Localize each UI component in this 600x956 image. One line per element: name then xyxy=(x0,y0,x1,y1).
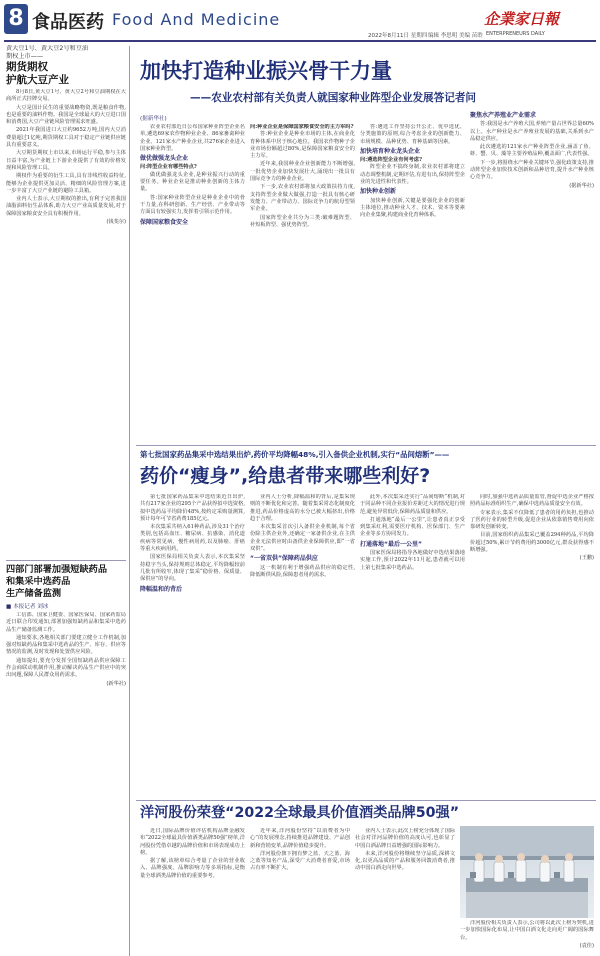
middle-paragraph: 业内人士分析,降幅温和的背后,是集采规则的不断优化和完善。随着集采常态化制度化推进,药品价格虚高的水分已被大幅挤出,价格趋于合理。 xyxy=(250,494,355,522)
bottom-paragraph: 未来,洋河股份将继续坚守品质,深耕文化,以更高品质的产品和服务回馈消费者,推动中国白酒走向世界。 xyxy=(355,850,455,872)
feature-paragraph: 答:种业企业是种业市场的主体,在商业化育种体系中居于核心地位。我国农作物种子企业市场份额超过80%,是保障国家粮食安全的主力军。 xyxy=(250,131,355,160)
bottom-paragraph: 近年来,洋河股份坚持“以消费者为中心”的发展理念,持续推进品牌建设、产品创新和营销变革,品牌价值稳步提升。 xyxy=(250,828,350,849)
middle-paragraph: 打通落地“最后一公里”,让患者真正享受到集采红利,需要医疗机构、医保部门、生产企业等多方协同发力。 xyxy=(360,516,465,538)
left-article-paragraph: 2021年我国进口大豆约9652万吨,国内大豆消费量超过1亿吨,期货期权工具对于稳定产业链供应链具有重要意义。 xyxy=(6,127,126,149)
feature-paragraph: 此次遴选的121家水产种业阵型企业,涵盖了鱼、虾、蟹、贝、藻等主要养殖品种,覆盖面广,代表性强。 xyxy=(470,144,594,158)
feature-paragraph: 国家阵型企业共分为三类:破难题阵型、补短板阵型、强优势阵型。 xyxy=(250,214,355,228)
feature-qa: 问:种业企业是保障国家粮食安全的主力军吗? xyxy=(250,124,354,130)
middle-kicker: 第七批国家药品集采中选结果出炉,药价平均降幅48%,引入备供企业机制,实行“品间熔断”—— xyxy=(140,450,450,459)
feature-subhead: 加快培育种业龙头企业 xyxy=(360,147,421,155)
middle-paragraph: 目前,国家组织药品集采已覆盖294种药品,平均降价超过50%,累计节约费用约3000亿元,群众获得感不断增强。 xyxy=(470,532,594,554)
bottom-col-2 xyxy=(250,828,350,952)
left-article-paragraph: 大豆期货期权上市以来,市场运行平稳,参与主体日益丰富,为产业链上下游企业提供了有效的价格发现和风险管理工具。 xyxy=(6,150,126,171)
middle-paragraph: 这一机制有利于增强药品供应的稳定性,降低断供风险,保障患者用药需求。 xyxy=(250,564,355,578)
lower-left-title-l2: 和集采中选药品 xyxy=(6,576,71,587)
lower-left-byline-top: ■ 本报记者 刘冰 xyxy=(6,604,49,610)
left-article-title-l1: 期货期权 xyxy=(6,61,48,73)
left-article-divider xyxy=(6,560,126,561)
newspaper-name-en: ENTERPRENEURS DAILY xyxy=(486,31,545,37)
feature-qa: 问:阵型企业有哪些特点? xyxy=(140,164,197,171)
middle-paragraph: 专家表示,集采不仅降低了患者的用药负担,也推动了医药行业的转型升级,促进企业从依靠销售费用向依靠研发创新转变。 xyxy=(470,509,594,531)
left-article-paragraph: 8月8日,黄大豆1号、黄大豆2号和豆油期权在大商所正式挂牌交易。 xyxy=(6,89,126,103)
bottom-photo xyxy=(460,826,594,918)
lower-left-title-l3: 生产储备监测 xyxy=(6,588,62,599)
lower-left-paragraph: 工信部、国家卫健委、国家医保局、国家药监局近日联合印发通知,部署加强短缺药品和集采中选药品生产储备监测工作。 xyxy=(6,612,126,633)
middle-paragraph: 国家医保局相关负责人表示,本次集采坚持稳字当头,保持规则总体稳定,平均降幅较前几批有所收窄,体现了集采“稳价格、保质量、保供应”的导向。 xyxy=(140,554,245,583)
feature-subhead: 做优做强龙头企业 xyxy=(140,155,189,163)
lower-left-paragraph: 通知提出,要充分发挥全国短缺药品供应保障工作会商联动机制作用,推动解决药品生产供应中的突出问题,保障人民群众用药需求。 xyxy=(6,657,126,679)
feature-subhead: 聚焦水产养殖业产业需求 xyxy=(470,112,537,119)
left-article-paragraph: 大豆是国计民生的重要战略物资,既是粮食作物,也是重要的油料作物。我国是全球最大的大豆进口国和消费国,大豆产业链风险管理需求旺盛。 xyxy=(6,104,126,126)
feature-col-1 xyxy=(140,124,245,440)
feature-qa: 问:遴选阵型企业有何考虑? xyxy=(360,157,423,164)
middle-paragraph: 国家医保局将指导各地做好中选结果落地实施工作,预计2022年11月起,患者就可以用上第七批集采中选药品。 xyxy=(360,550,465,571)
lower-left-body xyxy=(6,612,126,932)
feature-divider xyxy=(136,445,596,446)
left-article-paragraph: 期权作为重要的衍生工具,具有非线性收益特征,能够为企业提供更加灵活、精细的风险管理方案,进一步丰富了大豆产业链的避险工具箱。 xyxy=(6,173,126,194)
middle-subhead: 降幅温和的背后 xyxy=(140,585,183,593)
masthead-rule xyxy=(4,40,596,42)
middle-title: 药价“瘦身”,给患者带来哪些利好? xyxy=(140,465,431,487)
left-article-title-l2: 护航大豆产业 xyxy=(6,74,69,86)
feature-paragraph: 答:国家种业阵型企业是种业企业中的骨干力量,在科研创新、生产经营、产业带动等方面具有较强实力,发挥着引领示范作用。 xyxy=(140,194,245,216)
page-number: 8 xyxy=(8,6,24,31)
feature-subtitle: ——农业农村部有关负责人就国家种业阵型企业发展答记者问 xyxy=(190,92,477,104)
section-title-cn: 食品医药 xyxy=(32,12,104,33)
middle-col-4 xyxy=(470,494,594,794)
feature-paragraph: 近年来,我国种业企业创新能力不断增强,一批优势企业加快发展壮大,涌现出一批具有国际竞争力的种业企业。 xyxy=(250,161,355,183)
lower-left-paragraph: 通知要求,各地相关部门要建立健全工作机制,加强对短缺药品和集采中选药品的生产、库存、供应等情况的监测,及时发现和处置供应风险。 xyxy=(6,634,126,656)
feature-subhead: 保障国家粮食安全 xyxy=(140,218,189,226)
lower-left-article xyxy=(6,564,126,954)
middle-paragraph: 本次集采共纳入61种药品,涉及31个治疗类别,包括高血压、糖尿病、抗感染、消化道疾病等常见病、慢性病用药,以及肺癌、肝癌等重大疾病用药。 xyxy=(140,524,245,553)
middle-col-2 xyxy=(250,494,355,794)
masthead xyxy=(0,0,600,44)
left-article-body xyxy=(6,89,126,529)
bottom-paragraph: 洋河股份旗下拥有梦之蓝、天之蓝、海之蓝等知名产品,深受广大消费者喜爱,市场占有率不断扩大。 xyxy=(250,850,350,872)
lower-left-title-l1: 四部门部署加强短缺药品 xyxy=(6,564,108,575)
feature-byline-end: (据新华社) xyxy=(569,182,594,189)
bottom-title: 洋河股份荣登“2022全球最具价值酒类品牌50强” xyxy=(140,805,460,821)
feature-paragraph: 农业农村部近日公布国家种业阵型企业名单,遴选69家农作物种业企业、86家畜禽种业企业、121家水产种业企业,共276家企业进入国家种业阵型。 xyxy=(140,124,245,152)
bottom-col-4 xyxy=(460,920,594,954)
feature-paragraph: 答:我国是水产养殖大国,养殖产量占世界总量60%以上。水产种业是水产养殖业发展的基础,关系到水产品稳定供应。 xyxy=(470,121,594,142)
editor-line: 编辑 李思明 美编 苗聆 xyxy=(428,33,483,39)
feature-paragraph: 阵型企业不搞终身制,农业农村部将建立动态调整机制,定期评估,有进有出,保持阵型企业的先进性和代表性。 xyxy=(360,164,465,186)
feature-paragraph: 答:遴选工作坚持公开公正、优中选优、分类施策的原则,综合考虑企业的创新能力、市场规模、品种优势、育种基础等因素。 xyxy=(360,124,465,145)
middle-paragraph: 同时,加强中选药品质量监管,督促中选企业严格按照药品标准组织生产,确保中选药品质量安全有效。 xyxy=(470,494,594,508)
feature-col-4 xyxy=(470,110,594,440)
left-article-meta xyxy=(6,45,126,61)
middle-col-1 xyxy=(140,494,245,794)
bottom-paragraph: 近日,国际品牌价值评估机构品牌金融发布“2022全球最具价值酒类品牌50强”榜单,洋河股份凭借卓越的品牌价值和市场表现成功上榜。 xyxy=(140,828,245,856)
feature-paragraph: 加快种业创新,关键是要强化企业的创新主体地位,推动种业人才、技术、资本等要素向企业集聚,构建商业化育种体系。 xyxy=(360,197,465,219)
middle-paragraph: 此外,本次集采还实行“品间熔断”机制,对于同品种不同企业报价差距过大的情况进行规范,避免异常低价,保障药品质量和供应。 xyxy=(360,494,465,515)
bottom-col-3 xyxy=(355,828,455,952)
bottom-byline: (袁佳) xyxy=(579,942,594,949)
date-line: 2022年8月11日 星期四 xyxy=(368,33,428,39)
feature-col-3 xyxy=(360,124,465,440)
left-article-byline: (钱斐尔) xyxy=(106,219,126,226)
left-article xyxy=(6,45,126,557)
feature-paragraph: 下一步,将围绕水产种业关键环节,强化政策支持,推动阵型企业加快技术创新和品种培育,提升水产种业核心竞争力。 xyxy=(470,159,594,181)
feature-paragraph: 做优做强龙头企业,是种业振兴行动的重要任务。种业企业是推动种业创新的主体力量。 xyxy=(140,171,245,193)
newspaper-name: 企業家日報 xyxy=(484,10,560,28)
feature-title: 加快打造种业振兴骨干力量 xyxy=(140,59,392,83)
feature-byline: (据新华社) xyxy=(140,116,167,122)
middle-col-3 xyxy=(360,494,465,794)
left-article-paragraph: 业内人士表示,大豆期权的推出,有利于完善我国油脂油料衍生品体系,助力大豆产业高质量发展,对于保障国家粮食安全具有积极作用。 xyxy=(6,196,126,217)
left-article-meta-line1: 黄大豆1号、黄大豆2号和豆油 xyxy=(6,45,89,52)
left-article-meta-line2: 期权上市—— xyxy=(6,53,44,60)
feature-paragraph: 下一步,农业农村部将加大政策扶持力度,支持阵型企业做大做强,打造一批具有核心研发能力、产业带动力、国际竞争力的航母型领军企业。 xyxy=(250,184,355,213)
middle-subhead: “一省双供”保障药品供应 xyxy=(250,555,318,563)
middle-divider xyxy=(136,800,596,801)
bottom-paragraph: 业内人士表示,此次上榜充分体现了国际社会对洋河品牌价值的高度认可,也彰显了中国白酒品牌日益增强的国际影响力。 xyxy=(355,828,455,849)
section-title-en: Food And Medicine xyxy=(112,10,281,29)
lab-photo-icon xyxy=(460,826,594,918)
lower-left-byline: (新华社) xyxy=(106,680,126,687)
bottom-col-1 xyxy=(140,828,245,952)
middle-byline: (王鹏) xyxy=(579,555,594,562)
feature-col-2 xyxy=(250,124,355,440)
bottom-paragraph: 据了解,该榜单综合考量了企业的营业收入、品牌强度、品牌影响力等多项指标,是衡量全球酒类品牌价值的重要参考。 xyxy=(140,858,245,879)
middle-paragraph: 本次集采首次引入备供企业机制,每个省份除主供企业外,还确定一家备供企业,在主供企业无法供应时由备供企业保障供应,即“一省双供”。 xyxy=(250,524,355,553)
middle-subhead: 打通落地“最后一公里” xyxy=(360,540,422,548)
left-column-divider xyxy=(129,46,130,956)
feature-subhead: 加快种业创新 xyxy=(360,188,397,196)
bottom-paragraph: 洋河股份相关负责人表示,公司将以此次上榜为契机,进一步加快国际化布局,让中国白酒文化走向更广阔的国际舞台。 xyxy=(460,920,594,941)
middle-paragraph: 第七批国家药品集采中选结果近日出炉,共有217家企业的295个产品获得拟中选资格,拟中选药品平均降价48%,按约定采购量测算,预计每年可节省药费185亿元。 xyxy=(140,494,245,522)
